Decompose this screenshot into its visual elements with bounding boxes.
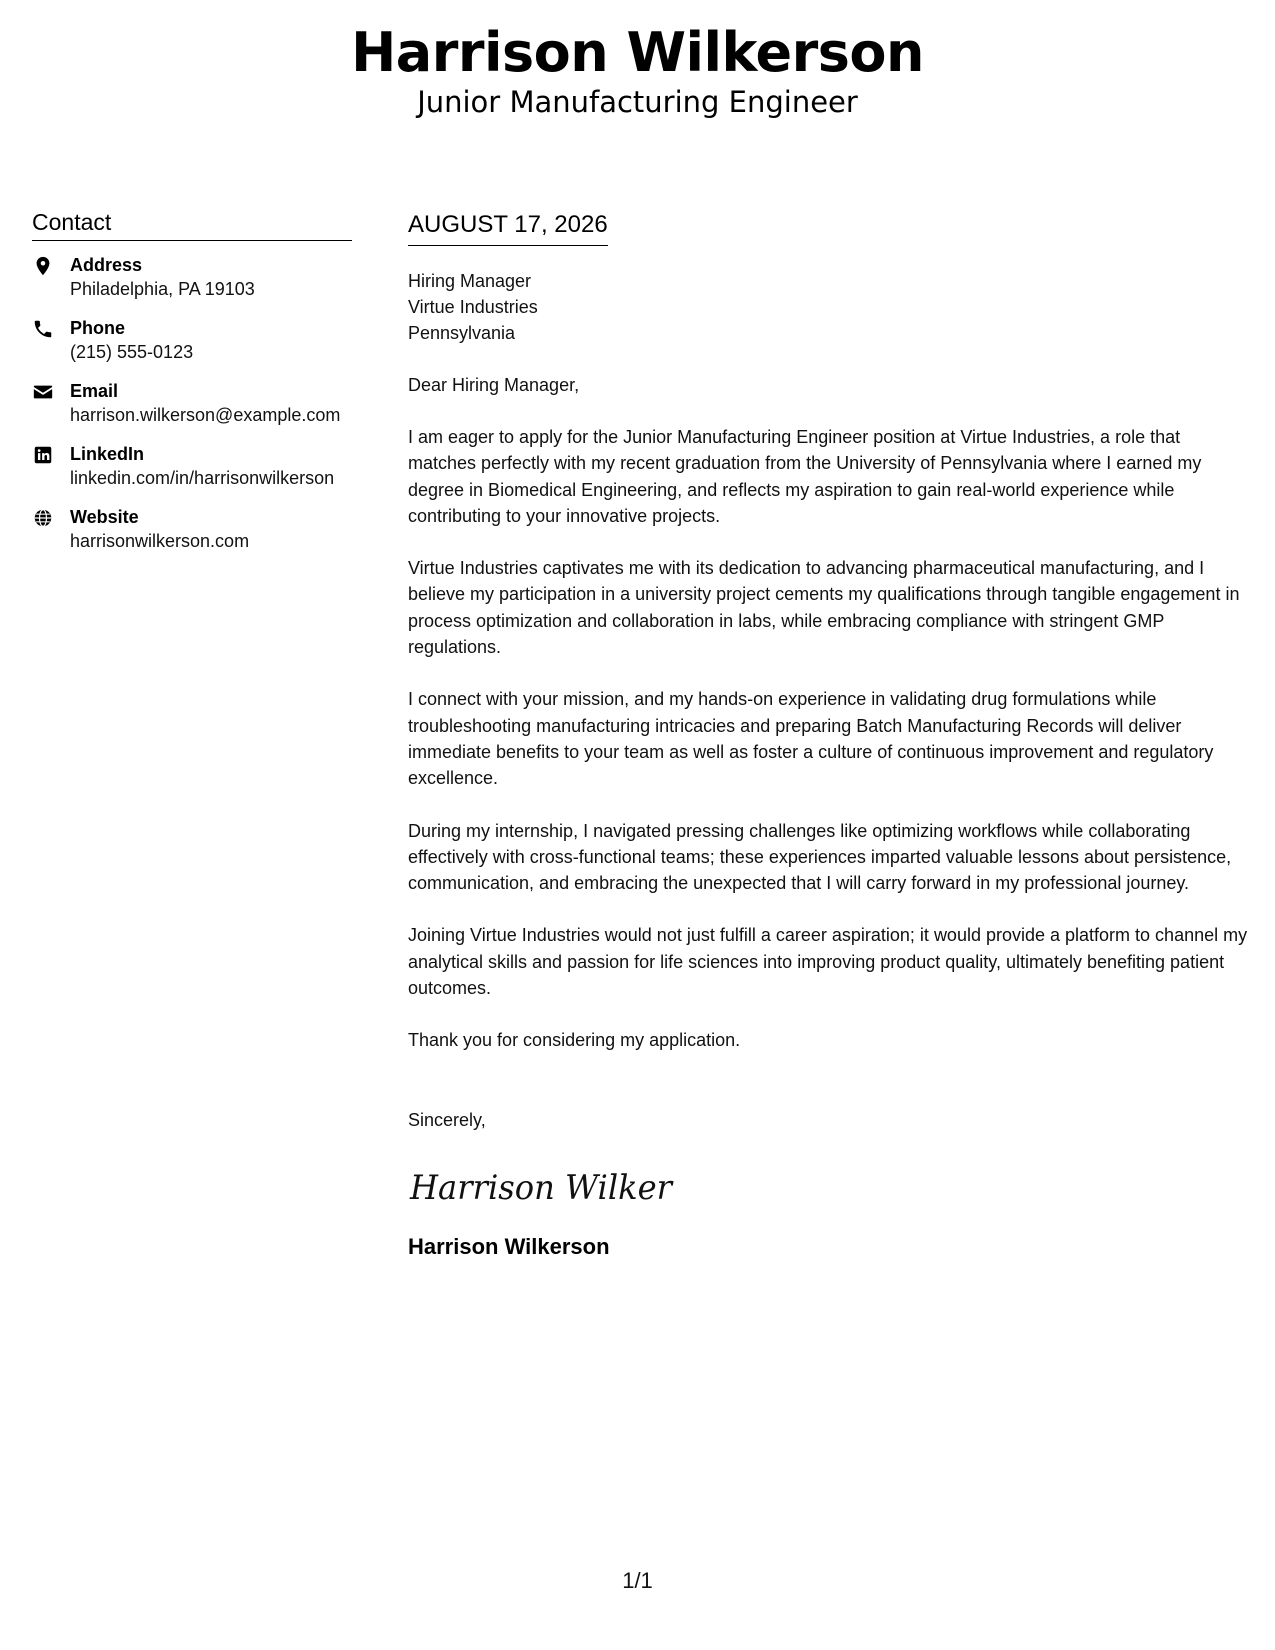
body-paragraph: During my internship, I navigated pressing challenges like optimizing workflows while collaborating effectively with cross-functional teams; these experiences imparted valuable lessons about persistence, communication, and embracing the unexpected that I will carry forward in my professional journey. <box>408 820 1232 894</box>
contact-value: Philadelphia, PA 19103 <box>70 279 255 299</box>
letter-body <box>408 210 1253 1261</box>
body-paragraph: Thank you for considering my application. <box>408 1030 741 1051</box>
signer-name: Harrison Wilkerson <box>408 1233 610 1259</box>
contact-value: harrison.wilkerson@example.com <box>70 405 341 425</box>
map-pin-icon <box>32 255 54 277</box>
contact-section-title: Contact <box>32 208 352 241</box>
contact-linkedin <box>32 442 352 490</box>
contact-label: Phone <box>70 318 126 338</box>
letter-header <box>0 20 1275 120</box>
contact-value: (215) 555-0123 <box>70 342 194 362</box>
page-indicator: 1/1 <box>622 1568 653 1593</box>
applicant-job-title: Junior Manufacturing Engineer <box>417 85 858 119</box>
body-paragraph: Virtue Industries captivates me with its dedication to advancing pharmaceutical manufacturing, and I believe my participation in a university project cements my qualifications through tangible engagement in process optimization and collaboration in labs, while embracing compliance with stringent GMP regulations. <box>408 558 1240 658</box>
closing: Sincerely, <box>408 1109 486 1130</box>
phone-icon <box>32 318 54 340</box>
body-paragraph: I am eager to apply for the Junior Manufacturing Engineer position at Virtue Industries, a role that matches perfectly with my recent graduation from the University of Pennsylvania where I earned my degree in Biomedical Engineering, and reflects my aspiration to gain real-world experience while contributing to your innovative projects. <box>408 427 1202 526</box>
greeting: Dear Hiring Manager, <box>408 375 580 395</box>
contact-email <box>32 379 352 427</box>
contact-phone <box>32 316 352 364</box>
contact-label: Address <box>70 255 143 275</box>
body-paragraph: Joining Virtue Industries would not just fulfill a career aspiration; it would provide a platform to channel my analytical skills and passion for life sciences into improving product quality, ultimately benefiting patient outcomes. <box>408 925 1248 999</box>
applicant-name: Harrison Wilkerson <box>351 21 924 84</box>
contact-label: Email <box>70 381 119 401</box>
contact-address <box>32 253 352 301</box>
recipient-block <box>408 268 1253 346</box>
handwritten-signature <box>408 1159 1253 1215</box>
contact-value: harrisonwilkerson.com <box>70 531 250 551</box>
linkedin-icon <box>32 444 54 466</box>
recipient-line: Pennsylvania <box>408 323 516 343</box>
contact-website <box>32 505 352 553</box>
recipient-line: Hiring Manager <box>408 271 532 291</box>
contact-list <box>32 253 352 553</box>
contact-sidebar <box>32 208 352 568</box>
globe-icon <box>32 507 54 529</box>
contact-label: LinkedIn <box>70 444 145 464</box>
recipient-line: Virtue Industries <box>408 297 538 317</box>
signature-script: Harrison Wilker <box>409 1167 674 1208</box>
envelope-icon <box>32 381 54 403</box>
letter-date: AUGUST 17, 2026 <box>408 210 608 246</box>
contact-value: linkedin.com/in/harrisonwilkerson <box>70 468 335 488</box>
contact-label: Website <box>70 507 139 527</box>
body-paragraph: I connect with your mission, and my hands-on experience in validating drug formulations while troubleshooting manufacturing intricacies and preparing Batch Manufacturing Records will deliver immediate benefits to your team as well as foster a culture of continuous improvement and regulatory excellence. <box>408 689 1214 789</box>
